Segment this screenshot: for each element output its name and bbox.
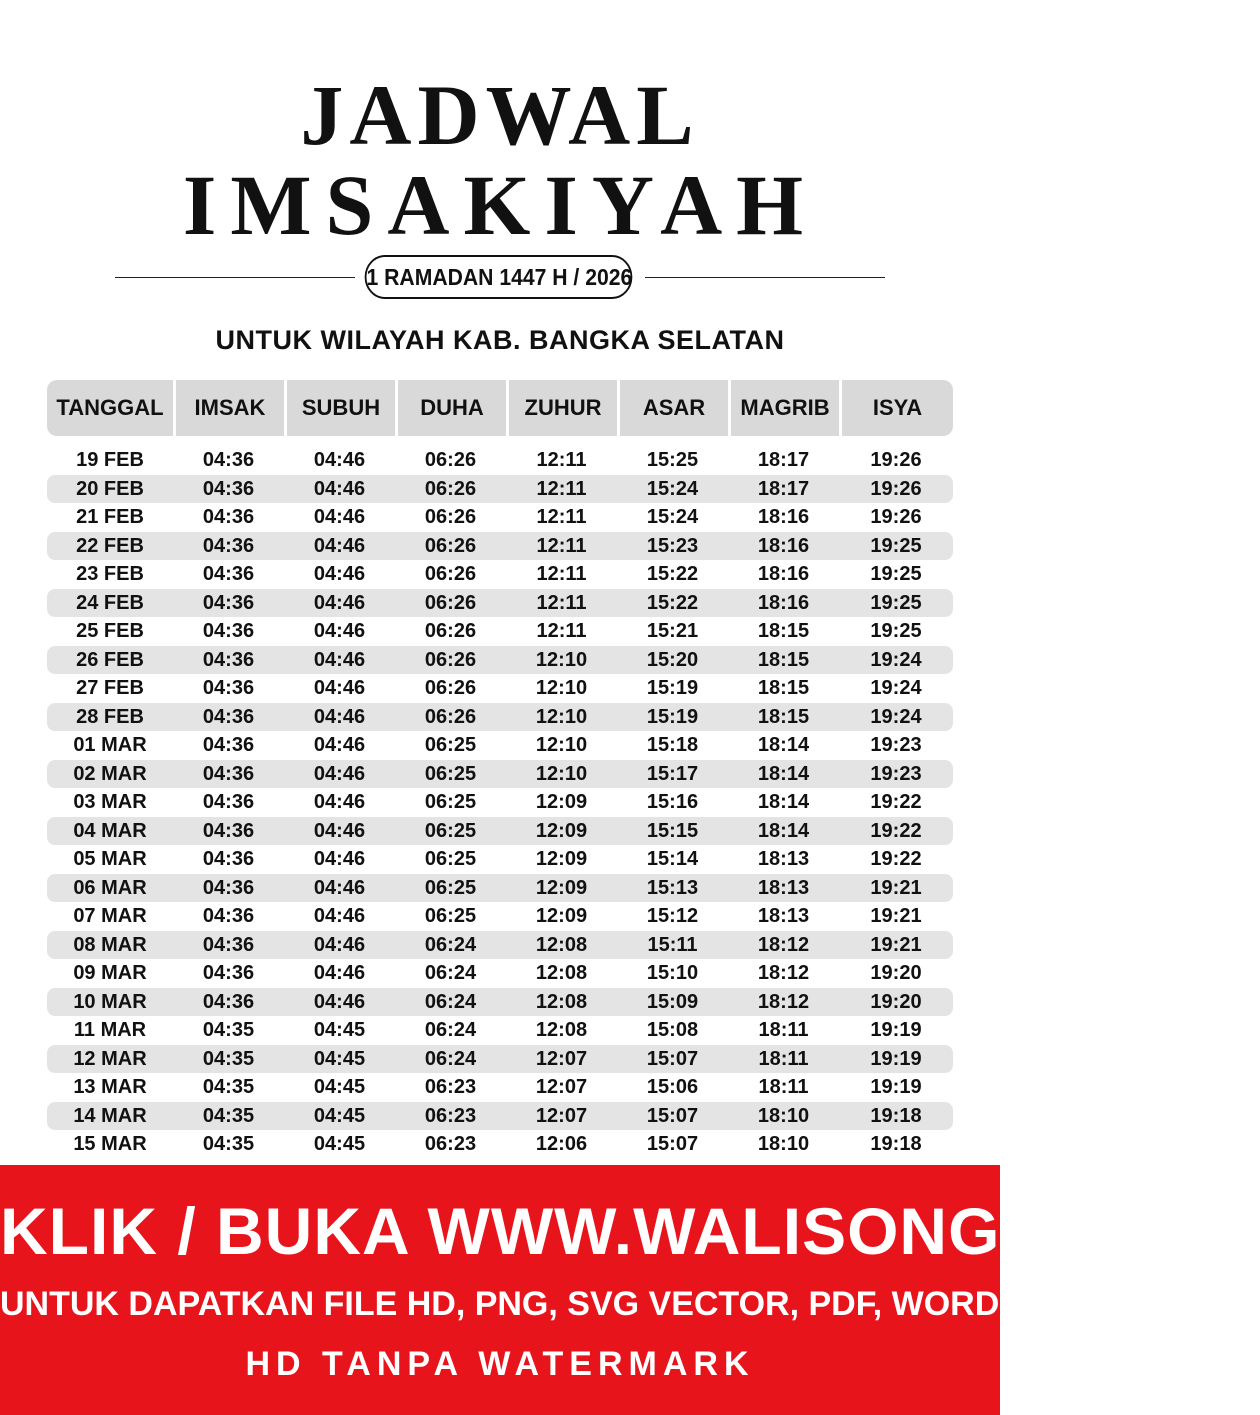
cell-asar: 15:18 bbox=[646, 734, 699, 756]
cell-duha: 06:24 bbox=[424, 1019, 477, 1041]
table-row bbox=[47, 988, 953, 1017]
banner-subtext: UNTUK DAPATKAN FILE HD, PNG, SVG VECTOR, PDF, WORD, EXCEL bbox=[0, 1285, 1132, 1323]
cell-isya: 19:23 bbox=[870, 762, 922, 785]
cell-magrib: 18:10 bbox=[757, 1104, 810, 1127]
cell-duha: 06:26 bbox=[424, 591, 477, 614]
cell-zuhur: 12:10 bbox=[535, 677, 588, 699]
column-header-asar: ASAR bbox=[620, 380, 728, 436]
cell-asar: 15:19 bbox=[646, 705, 699, 728]
cell-duha: 06:26 bbox=[424, 705, 477, 728]
cell-tanggal: 11 MAR bbox=[73, 1019, 147, 1041]
cell-duha: 06:26 bbox=[424, 620, 477, 642]
cell-imsak: 04:35 bbox=[202, 1019, 255, 1041]
table-row bbox=[47, 760, 953, 789]
cell-imsak: 04:35 bbox=[202, 1104, 255, 1127]
cell-asar: 15:14 bbox=[646, 848, 699, 870]
cell-duha: 06:25 bbox=[424, 876, 477, 899]
cell-imsak: 04:35 bbox=[202, 1133, 255, 1155]
cell-imsak: 04:36 bbox=[202, 449, 255, 471]
table-row bbox=[47, 788, 953, 817]
cell-subuh: 04:46 bbox=[313, 563, 366, 585]
cell-tanggal: 10 MAR bbox=[73, 990, 147, 1013]
cell-asar: 15:16 bbox=[646, 791, 699, 813]
table-row bbox=[47, 874, 953, 903]
cell-subuh: 04:46 bbox=[313, 734, 366, 756]
cell-imsak: 04:36 bbox=[202, 506, 255, 528]
cell-subuh: 04:46 bbox=[313, 677, 366, 699]
cell-subuh: 04:46 bbox=[313, 905, 366, 927]
cell-subuh: 04:46 bbox=[313, 848, 366, 870]
table-row bbox=[47, 475, 953, 504]
table-row bbox=[47, 1102, 953, 1131]
cell-duha: 06:24 bbox=[424, 933, 477, 956]
cell-asar: 15:08 bbox=[646, 1019, 699, 1041]
cell-zuhur: 12:10 bbox=[535, 734, 588, 756]
cell-tanggal: 15 MAR bbox=[73, 1133, 147, 1155]
column-header-magrib: MAGRIB bbox=[731, 380, 839, 436]
cell-duha: 06:23 bbox=[424, 1104, 477, 1127]
cell-isya: 19:24 bbox=[870, 648, 922, 671]
cell-isya: 19:21 bbox=[870, 876, 922, 899]
cell-zuhur: 12:09 bbox=[535, 819, 588, 842]
cell-tanggal: 23 FEB bbox=[76, 563, 144, 585]
cell-subuh: 04:45 bbox=[313, 1047, 366, 1070]
cell-subuh: 04:46 bbox=[313, 648, 366, 671]
cell-imsak: 04:36 bbox=[202, 591, 255, 614]
cell-imsak: 04:36 bbox=[202, 648, 255, 671]
column-header-isya: ISYA bbox=[842, 380, 953, 436]
cell-duha: 06:25 bbox=[424, 848, 477, 870]
column-header-imsak: IMSAK bbox=[176, 380, 284, 436]
cell-isya: 19:22 bbox=[870, 848, 922, 870]
divider-right bbox=[645, 277, 885, 278]
cell-duha: 06:25 bbox=[424, 905, 477, 927]
cell-isya: 19:26 bbox=[870, 449, 922, 471]
cell-magrib: 18:16 bbox=[757, 563, 810, 585]
cell-magrib: 18:17 bbox=[757, 477, 810, 500]
table-row bbox=[47, 1130, 953, 1159]
cell-asar: 15:11 bbox=[647, 933, 698, 956]
cell-imsak: 04:36 bbox=[202, 620, 255, 642]
page-title-line1: JADWAL bbox=[300, 67, 700, 163]
banner-note: HD TANPA WATERMARK bbox=[245, 1345, 755, 1383]
cell-subuh: 04:46 bbox=[313, 933, 366, 956]
cell-tanggal: 26 FEB bbox=[76, 648, 144, 671]
column-header-tanggal: TANGGAL bbox=[47, 380, 173, 436]
cell-imsak: 04:36 bbox=[202, 848, 255, 870]
cell-asar: 15:07 bbox=[646, 1133, 699, 1155]
cell-duha: 06:25 bbox=[424, 762, 477, 785]
cell-isya: 19:22 bbox=[870, 819, 922, 842]
cell-asar: 15:09 bbox=[646, 990, 699, 1013]
cell-imsak: 04:36 bbox=[202, 990, 255, 1013]
cell-isya: 19:21 bbox=[870, 933, 922, 956]
cell-imsak: 04:36 bbox=[202, 905, 255, 927]
cell-magrib: 18:16 bbox=[757, 534, 810, 557]
cell-subuh: 04:46 bbox=[313, 791, 366, 813]
table-row bbox=[47, 731, 953, 760]
cell-tanggal: 06 MAR bbox=[73, 876, 147, 899]
cell-imsak: 04:36 bbox=[202, 534, 255, 557]
cell-isya: 19:24 bbox=[870, 677, 922, 699]
column-header-subuh: SUBUH bbox=[287, 380, 395, 436]
cell-isya: 19:20 bbox=[870, 962, 922, 984]
cell-magrib: 18:14 bbox=[757, 762, 810, 785]
cell-zuhur: 12:10 bbox=[535, 648, 588, 671]
cell-imsak: 04:35 bbox=[202, 1047, 255, 1070]
cell-zuhur: 12:09 bbox=[535, 905, 588, 927]
cell-subuh: 04:46 bbox=[313, 762, 366, 785]
cell-zuhur: 12:07 bbox=[535, 1047, 588, 1070]
table-row bbox=[47, 845, 953, 874]
cell-zuhur: 12:08 bbox=[535, 990, 588, 1013]
column-header-zuhur: ZUHUR bbox=[509, 380, 617, 436]
cell-imsak: 04:36 bbox=[202, 819, 255, 842]
cell-magrib: 18:16 bbox=[757, 506, 810, 528]
cell-imsak: 04:36 bbox=[202, 734, 255, 756]
cell-subuh: 04:45 bbox=[313, 1019, 366, 1041]
cell-asar: 15:22 bbox=[646, 591, 699, 614]
cell-subuh: 04:45 bbox=[313, 1133, 366, 1155]
cell-tanggal: 14 MAR bbox=[73, 1104, 147, 1127]
table-row bbox=[47, 503, 953, 532]
cell-tanggal: 03 MAR bbox=[73, 791, 147, 813]
cell-asar: 15:21 bbox=[646, 620, 699, 642]
table-row bbox=[47, 817, 953, 846]
cell-magrib: 18:12 bbox=[757, 933, 810, 956]
cell-asar: 15:07 bbox=[646, 1104, 699, 1127]
cell-subuh: 04:46 bbox=[313, 876, 366, 899]
cell-duha: 06:25 bbox=[424, 734, 477, 756]
cell-asar: 15:13 bbox=[646, 876, 699, 899]
cell-tanggal: 22 FEB bbox=[76, 534, 144, 557]
cell-imsak: 04:36 bbox=[202, 933, 255, 956]
cell-isya: 19:26 bbox=[870, 506, 922, 528]
column-header-duha: DUHA bbox=[398, 380, 506, 436]
cell-tanggal: 13 MAR bbox=[73, 1076, 147, 1098]
cell-imsak: 04:36 bbox=[202, 962, 255, 984]
cell-subuh: 04:46 bbox=[313, 534, 366, 557]
table-row bbox=[47, 902, 953, 931]
cell-subuh: 04:46 bbox=[313, 477, 366, 500]
table-row bbox=[47, 589, 953, 618]
cell-duha: 06:24 bbox=[424, 962, 477, 984]
cell-subuh: 04:46 bbox=[313, 449, 366, 471]
cell-asar: 15:19 bbox=[646, 677, 699, 699]
cell-magrib: 18:12 bbox=[757, 990, 810, 1013]
cell-imsak: 04:36 bbox=[202, 876, 255, 899]
cell-zuhur: 12:10 bbox=[535, 762, 588, 785]
cell-isya: 19:23 bbox=[870, 734, 922, 756]
cell-magrib: 18:15 bbox=[757, 677, 810, 699]
cell-asar: 15:12 bbox=[646, 905, 699, 927]
cell-asar: 15:24 bbox=[646, 477, 699, 500]
cell-subuh: 04:45 bbox=[313, 1076, 366, 1098]
cell-zuhur: 12:11 bbox=[536, 620, 587, 642]
divider-left bbox=[115, 277, 355, 278]
cell-isya: 19:20 bbox=[870, 990, 922, 1013]
cell-duha: 06:26 bbox=[424, 563, 477, 585]
cell-asar: 15:06 bbox=[646, 1076, 699, 1098]
banner-link-text[interactable]: KLIK / BUKA WWW.WALISONGO.CO.ID bbox=[0, 1194, 1260, 1268]
cell-tanggal: 28 FEB bbox=[76, 705, 144, 728]
cell-magrib: 18:13 bbox=[757, 848, 810, 870]
table-row bbox=[47, 674, 953, 703]
cell-asar: 15:23 bbox=[646, 534, 699, 557]
cell-duha: 06:26 bbox=[424, 506, 477, 528]
table-row bbox=[47, 646, 953, 675]
cell-isya: 19:21 bbox=[870, 905, 922, 927]
cell-zuhur: 12:11 bbox=[536, 449, 587, 471]
cell-subuh: 04:46 bbox=[313, 705, 366, 728]
cell-duha: 06:26 bbox=[424, 534, 477, 557]
table-row bbox=[47, 532, 953, 561]
cell-duha: 06:26 bbox=[424, 449, 477, 471]
cell-zuhur: 12:09 bbox=[535, 876, 588, 899]
cell-asar: 15:24 bbox=[646, 506, 699, 528]
cell-magrib: 18:14 bbox=[757, 791, 810, 813]
cell-tanggal: 24 FEB bbox=[76, 591, 144, 614]
cell-zuhur: 12:07 bbox=[535, 1104, 588, 1127]
cell-imsak: 04:36 bbox=[202, 563, 255, 585]
cell-subuh: 04:45 bbox=[313, 1104, 366, 1127]
cell-isya: 19:19 bbox=[870, 1019, 922, 1041]
region-label: UNTUK WILAYAH KAB. BANGKA SELATAN bbox=[215, 325, 785, 355]
cell-zuhur: 12:10 bbox=[535, 705, 588, 728]
cell-magrib: 18:10 bbox=[757, 1133, 810, 1155]
cell-zuhur: 12:08 bbox=[535, 1019, 588, 1041]
cell-asar: 15:22 bbox=[646, 563, 699, 585]
cell-imsak: 04:35 bbox=[202, 1076, 255, 1098]
cell-subuh: 04:46 bbox=[313, 591, 366, 614]
cell-isya: 19:25 bbox=[870, 620, 922, 642]
cell-duha: 06:26 bbox=[424, 648, 477, 671]
cell-magrib: 18:14 bbox=[757, 819, 810, 842]
cell-zuhur: 12:07 bbox=[535, 1076, 588, 1098]
cell-subuh: 04:46 bbox=[313, 962, 366, 984]
cell-imsak: 04:36 bbox=[202, 762, 255, 785]
cell-asar: 15:17 bbox=[646, 762, 699, 785]
cell-magrib: 18:15 bbox=[757, 705, 810, 728]
cell-subuh: 04:46 bbox=[313, 620, 366, 642]
cell-duha: 06:24 bbox=[424, 990, 477, 1013]
cell-duha: 06:25 bbox=[424, 819, 477, 842]
cell-imsak: 04:36 bbox=[202, 705, 255, 728]
cell-duha: 06:26 bbox=[424, 677, 477, 699]
table-row bbox=[47, 1016, 953, 1045]
cell-zuhur: 12:08 bbox=[535, 962, 588, 984]
cell-magrib: 18:11 bbox=[758, 1076, 809, 1098]
cell-subuh: 04:46 bbox=[313, 990, 366, 1013]
cell-isya: 19:19 bbox=[870, 1047, 922, 1070]
table-row bbox=[47, 931, 953, 960]
cell-duha: 06:23 bbox=[424, 1076, 477, 1098]
cell-duha: 06:25 bbox=[424, 791, 477, 813]
table-body bbox=[47, 446, 953, 1159]
table-row bbox=[47, 560, 953, 589]
cell-tanggal: 12 MAR bbox=[73, 1047, 147, 1070]
cell-duha: 06:23 bbox=[424, 1133, 477, 1155]
table-row bbox=[47, 703, 953, 732]
table-header bbox=[47, 380, 953, 436]
cell-subuh: 04:46 bbox=[313, 506, 366, 528]
cell-magrib: 18:14 bbox=[757, 734, 810, 756]
cell-magrib: 18:13 bbox=[757, 905, 810, 927]
table-row bbox=[47, 959, 953, 988]
cell-duha: 06:24 bbox=[424, 1047, 477, 1070]
cell-zuhur: 12:11 bbox=[536, 506, 587, 528]
cell-isya: 19:25 bbox=[870, 563, 922, 585]
cell-tanggal: 21 FEB bbox=[76, 506, 144, 528]
cell-isya: 19:22 bbox=[870, 791, 922, 813]
cell-tanggal: 08 MAR bbox=[73, 933, 147, 956]
cell-magrib: 18:11 bbox=[758, 1019, 809, 1041]
cell-magrib: 18:17 bbox=[757, 449, 810, 471]
cell-tanggal: 05 MAR bbox=[73, 848, 147, 870]
cell-isya: 19:18 bbox=[870, 1104, 922, 1127]
cell-tanggal: 04 MAR bbox=[73, 819, 147, 842]
table-row bbox=[47, 446, 953, 475]
cell-asar: 15:15 bbox=[646, 819, 699, 842]
cell-zuhur: 12:06 bbox=[535, 1133, 588, 1155]
cell-zuhur: 12:11 bbox=[536, 534, 587, 557]
cell-zuhur: 12:09 bbox=[535, 848, 588, 870]
cell-asar: 15:07 bbox=[646, 1047, 699, 1070]
cell-tanggal: 02 MAR bbox=[73, 762, 147, 785]
cell-zuhur: 12:11 bbox=[536, 591, 587, 614]
cell-isya: 19:18 bbox=[870, 1133, 922, 1155]
cell-zuhur: 12:08 bbox=[535, 933, 588, 956]
cell-tanggal: 19 FEB bbox=[76, 449, 144, 471]
cell-zuhur: 12:11 bbox=[536, 477, 587, 500]
cell-imsak: 04:36 bbox=[202, 677, 255, 699]
cell-magrib: 18:16 bbox=[757, 591, 810, 614]
cell-tanggal: 09 MAR bbox=[73, 962, 147, 984]
cell-asar: 15:20 bbox=[646, 648, 699, 671]
cell-magrib: 18:13 bbox=[757, 876, 810, 899]
cell-zuhur: 12:09 bbox=[535, 791, 588, 813]
cell-isya: 19:19 bbox=[870, 1076, 922, 1098]
cell-isya: 19:26 bbox=[870, 477, 922, 500]
table-row bbox=[47, 617, 953, 646]
promo-banner[interactable] bbox=[0, 1165, 1260, 1415]
table-row bbox=[47, 1045, 953, 1074]
cell-magrib: 18:15 bbox=[757, 648, 810, 671]
cell-magrib: 18:15 bbox=[757, 620, 810, 642]
cell-tanggal: 01 MAR bbox=[73, 734, 147, 756]
subtitle-badge: 1 RAMADAN 1447 H / 2026 bbox=[365, 255, 633, 299]
cell-isya: 19:24 bbox=[870, 705, 922, 728]
cell-asar: 15:10 bbox=[646, 962, 699, 984]
cell-imsak: 04:36 bbox=[202, 791, 255, 813]
cell-zuhur: 12:11 bbox=[536, 563, 587, 585]
cell-magrib: 18:12 bbox=[757, 962, 810, 984]
page-title-line2: IMSAKIYAH bbox=[182, 157, 818, 253]
cell-isya: 19:25 bbox=[870, 534, 922, 557]
cell-subuh: 04:46 bbox=[313, 819, 366, 842]
cell-imsak: 04:36 bbox=[202, 477, 255, 500]
cell-asar: 15:25 bbox=[646, 449, 699, 471]
cell-tanggal: 25 FEB bbox=[76, 620, 144, 642]
cell-tanggal: 27 FEB bbox=[76, 677, 144, 699]
table-row bbox=[47, 1073, 953, 1102]
cell-duha: 06:26 bbox=[424, 477, 477, 500]
cell-tanggal: 20 FEB bbox=[76, 477, 144, 500]
cell-magrib: 18:11 bbox=[758, 1047, 809, 1070]
cell-tanggal: 07 MAR bbox=[73, 905, 147, 927]
cell-isya: 19:25 bbox=[870, 591, 922, 614]
